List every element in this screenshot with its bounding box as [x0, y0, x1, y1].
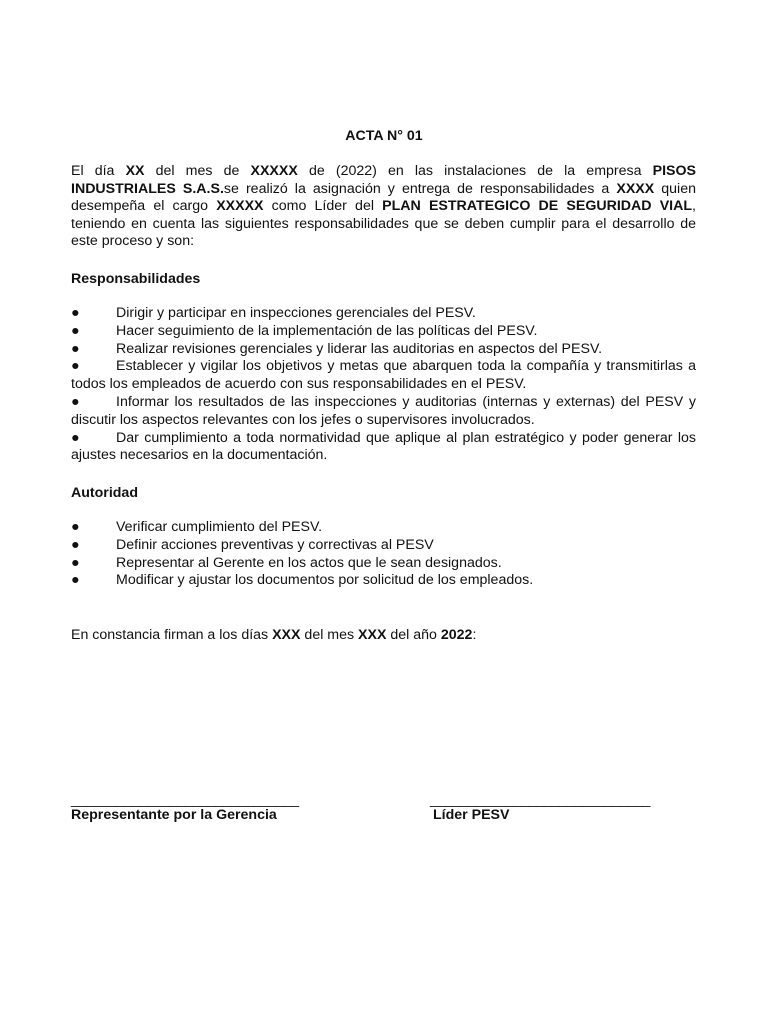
list-item-text: Dirigir y participar en inspecciones gerenciales del PESV.: [116, 305, 476, 321]
bullet-icon: ●: [71, 554, 80, 571]
closing-paragraph: [71, 627, 696, 645]
signature-line-left: ______________________________: [71, 792, 299, 808]
list-item: [71, 537, 696, 555]
bullet-icon: ●: [71, 358, 80, 375]
text-segment: quien desempeña el cargo: [71, 180, 696, 215]
bullet-icon: ●: [71, 305, 80, 321]
list-item: [71, 394, 696, 430]
bold-text-segment: XX: [125, 163, 145, 179]
intro-paragraph: [71, 163, 696, 251]
list-item: [71, 572, 696, 590]
bullet-icon: ●: [71, 519, 80, 535]
list-item-text: Realizar revisiones gerenciales y liderar las auditorias en aspectos del PESV.: [116, 340, 603, 357]
list-item-text: Dar cumplimiento a toda normatividad que aplique al plan estratégico y poder generar los ajustes necesarios en la documentación.: [71, 429, 696, 464]
document-title: ACTA N° 01: [345, 128, 423, 144]
signature-line-right: _____________________________: [430, 792, 651, 808]
text-segment: En constancia firman a los días: [71, 627, 273, 643]
signature-label-left: Representante por la Gerencia: [71, 807, 277, 823]
list-item: [71, 358, 696, 394]
autoridad-list: [71, 519, 696, 590]
list-item-text: Informar los resultados de las inspecciones y auditorias (internas y externas) del PESV y discutir los aspectos relevantes con los jefes o supervisores involucrados.: [71, 393, 696, 428]
bold-text-segment: XXXX: [616, 180, 655, 197]
list-item: [71, 519, 696, 537]
bold-text-segment: PISOS INDUSTRIALES S.A.S.: [71, 163, 696, 197]
bold-text-segment: XXX: [358, 627, 387, 643]
signature-label-right: Líder PESV: [433, 807, 510, 823]
list-item-text: Verificar cumplimiento del PESV.: [116, 519, 323, 535]
list-item-text: Establecer y vigilar los objetivos y metas que abarquen toda la compañía y transmitirlas a todos los empleados de acuerdo con sus responsabilidades en el PESV.: [71, 358, 696, 393]
list-item-text: Definir acciones preventivas y correctivas al PESV: [116, 536, 434, 553]
bullet-icon: ●: [71, 536, 80, 553]
text-segment: del año: [386, 627, 441, 643]
bold-text-segment: 2022: [440, 627, 473, 643]
bullet-icon: ●: [71, 393, 80, 410]
text-segment: , teniendo en cuenta las siguientes responsabilidades que se deben cumplir para el desarrollo de este proceso y son:: [71, 198, 696, 250]
list-item-text: Hacer seguimiento de la implementación de las políticas del PESV.: [116, 322, 538, 339]
bullet-icon: ●: [71, 572, 80, 589]
bold-text-segment: XXXXX: [250, 163, 298, 179]
bullet-icon: ●: [71, 322, 80, 339]
text-segment: se realizó la asignación y entrega de responsabilidades a: [223, 180, 617, 197]
text-segment: del mes: [300, 627, 359, 643]
responsabilidades-heading: Responsabilidades: [71, 271, 201, 287]
list-item: [71, 305, 696, 323]
text-segment: como Líder del: [263, 198, 383, 215]
list-item-text: Modificar y ajustar los documentos por solicitud de los empleados.: [116, 572, 534, 589]
autoridad-heading: Autoridad: [71, 485, 138, 501]
text-segment: de (2022) en las instalaciones de la empresa: [297, 163, 653, 179]
list-item: [71, 323, 696, 341]
text-segment: del mes de: [144, 163, 251, 179]
list-item-text: Representar al Gerente en los actos que le sean designados.: [116, 554, 502, 571]
list-item: [71, 430, 696, 466]
list-item: [71, 555, 696, 573]
list-item: [71, 341, 696, 359]
bold-text-segment: PLAN ESTRATEGICO DE SEGURIDAD VIAL: [382, 198, 693, 215]
responsabilidades-list: [71, 305, 696, 465]
bold-text-segment: XXXXX: [216, 198, 264, 215]
bullet-icon: ●: [71, 429, 80, 446]
bullet-icon: ●: [71, 340, 80, 357]
bold-text-segment: XXX: [272, 627, 301, 643]
text-segment: El día: [71, 163, 126, 179]
text-segment: :: [472, 627, 477, 643]
